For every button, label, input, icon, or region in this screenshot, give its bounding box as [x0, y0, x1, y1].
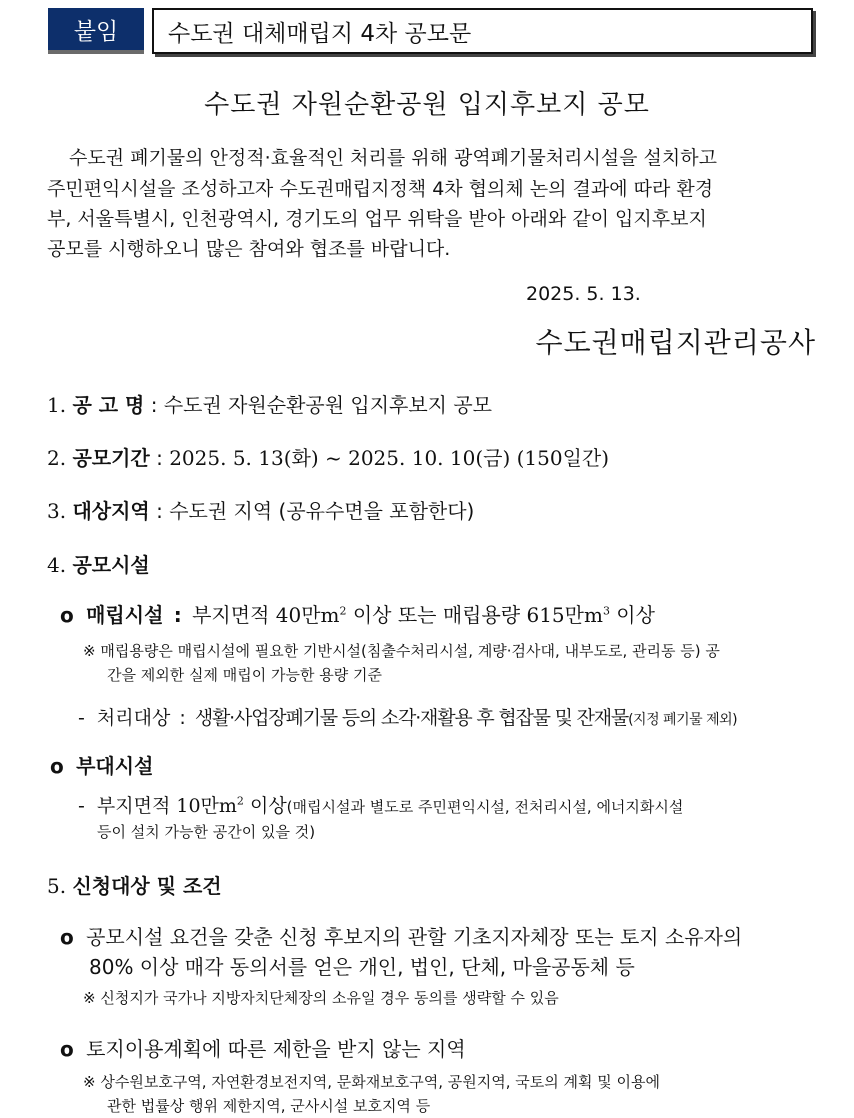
ancillary-condition-line-2: 등이 설치 가능한 공간이 있을 것) [97, 823, 316, 841]
item-value: 수도권 지역 (공유수면을 포함한다) [169, 499, 475, 523]
item-number: 2. [47, 446, 67, 470]
condition-2-note-line-1: 상수원보호구역, 자연환경보전지역, 문화재보호구역, 공원지역, 국토의 계획 및 이용에 [100, 1073, 660, 1091]
landfill-area: 부지면적 40만$m^2$ 이상 또는 매립용량 615만$m^3$ 이상 [192, 603, 655, 627]
landfill-target [78, 703, 737, 730]
attachment-badge: 붙임 [48, 8, 144, 54]
bullet-icon: ο [60, 925, 74, 949]
bullet-icon: ο [50, 754, 64, 778]
item-number: 4. [47, 553, 67, 577]
item-separator: : [156, 499, 163, 523]
header-bar [48, 8, 813, 54]
note-mark: ※ [83, 1073, 96, 1091]
eligibility-condition-1 [60, 921, 742, 950]
landfill-facility [60, 599, 655, 628]
condition-2-line-1: 토지이용계획에 따른 제한을 받지 않는 지역 [86, 1037, 466, 1061]
target-exclusion: (지정 폐기물 제외) [628, 712, 738, 728]
item-eligibility [47, 870, 222, 899]
ancillary-area [78, 791, 683, 818]
item-number: 3. [47, 499, 67, 523]
landfill-note-line-1: 매립용량은 매립시설에 필요한 기반시설(침출수처리시설, 계량·검사대, 내부도로, 관리동 등) 공 [100, 642, 720, 660]
item-label: 신청대상 및 조건 [72, 874, 222, 898]
item-value: 2025. 5. 13(화) ~ 2025. 10. 10(금) (150일간) [169, 446, 610, 470]
ancillary-facility [50, 750, 153, 779]
item-label: 공모시설 [72, 553, 150, 577]
intro-line-4: 공모를 시행하오니 많은 참여와 협조를 바랍니다. [47, 238, 451, 260]
intro-line-3: 부, 서울특별시, 인천광역시, 경기도의 업무 위탁을 받아 아래와 같이 입지후보지 [47, 208, 707, 230]
dash: - [78, 707, 85, 729]
item-label: 공 고 명 [72, 393, 145, 417]
condition-1-line-2: 80% 이상 매각 동의서를 얻은 개인, 법인, 단체, 마을공동체 등 [89, 955, 635, 979]
document-title: 수도권 자원순환공원 입지후보지 공모 [204, 90, 650, 120]
bullet-icon: ο [60, 1037, 74, 1061]
bullet-icon: ο [60, 603, 74, 627]
organization-name: 수도권매립지관리공사 [535, 326, 816, 359]
header-title: 수도권 대체매립지 4차 공모문 [152, 8, 813, 54]
item-separator: : [156, 446, 163, 470]
item-title [47, 389, 492, 418]
note-mark: ※ [83, 642, 96, 660]
item-number: 1. [47, 393, 67, 417]
announcement-date: 2025. 5. 13. [526, 283, 641, 305]
note-mark: ※ [83, 989, 96, 1007]
condition-1-line-1: 공모시설 요건을 갖춘 신청 후보지의 관할 기초지자체장 또는 토지 소유자의 [86, 925, 743, 949]
dash: - [78, 795, 85, 817]
landfill-note [83, 639, 720, 663]
item-label: 대상지역 [72, 499, 150, 523]
ancillary-condition-line-1: (매립시설과 별도로 주민편익시설, 전처리시설, 에너지화시설 [286, 798, 684, 816]
ancillary-area-value: 부지면적 10만$m^2$ 이상 [96, 794, 287, 817]
ancillary-label: 부대시설 [76, 754, 154, 778]
condition-1-note-text: 신청지가 국가나 지방자치단체장의 소유일 경우 동의를 생략할 수 있음 [100, 989, 559, 1007]
item-region [47, 495, 474, 524]
item-separator: : [150, 393, 158, 417]
item-period [47, 442, 609, 471]
landfill-separator: : [173, 603, 182, 627]
condition-2-note [83, 1070, 660, 1094]
item-value: 수도권 자원순환공원 입지후보지 공모 [163, 393, 493, 417]
item-number: 5. [47, 874, 67, 898]
landfill-note-line-2: 간을 제외한 실제 매립이 가능한 용량 기준 [107, 666, 382, 684]
item-facilities [47, 549, 150, 578]
target-separator: : [179, 707, 186, 729]
eligibility-condition-2 [60, 1033, 466, 1062]
intro-line-1: 수도권 폐기물의 안정적·효율적인 처리를 위해 광역폐기물처리시설을 설치하고 [69, 147, 717, 169]
landfill-label: 매립시설 [86, 603, 164, 627]
item-label: 공모기간 [72, 446, 150, 470]
target-value: 생활·사업장폐기물 등의 소각·재활용 후 협잡물 및 잔재물 [194, 707, 629, 729]
intro-line-2: 주민편익시설을 조성하고자 수도권매립지정책 4차 협의체 논의 결과에 따라 환경 [47, 178, 714, 200]
condition-2-note-line-2: 관한 법률상 행위 제한지역, 군사시설 보호지역 등 [107, 1097, 431, 1115]
condition-1-note [83, 986, 559, 1010]
target-label: 처리대상 [96, 707, 171, 729]
